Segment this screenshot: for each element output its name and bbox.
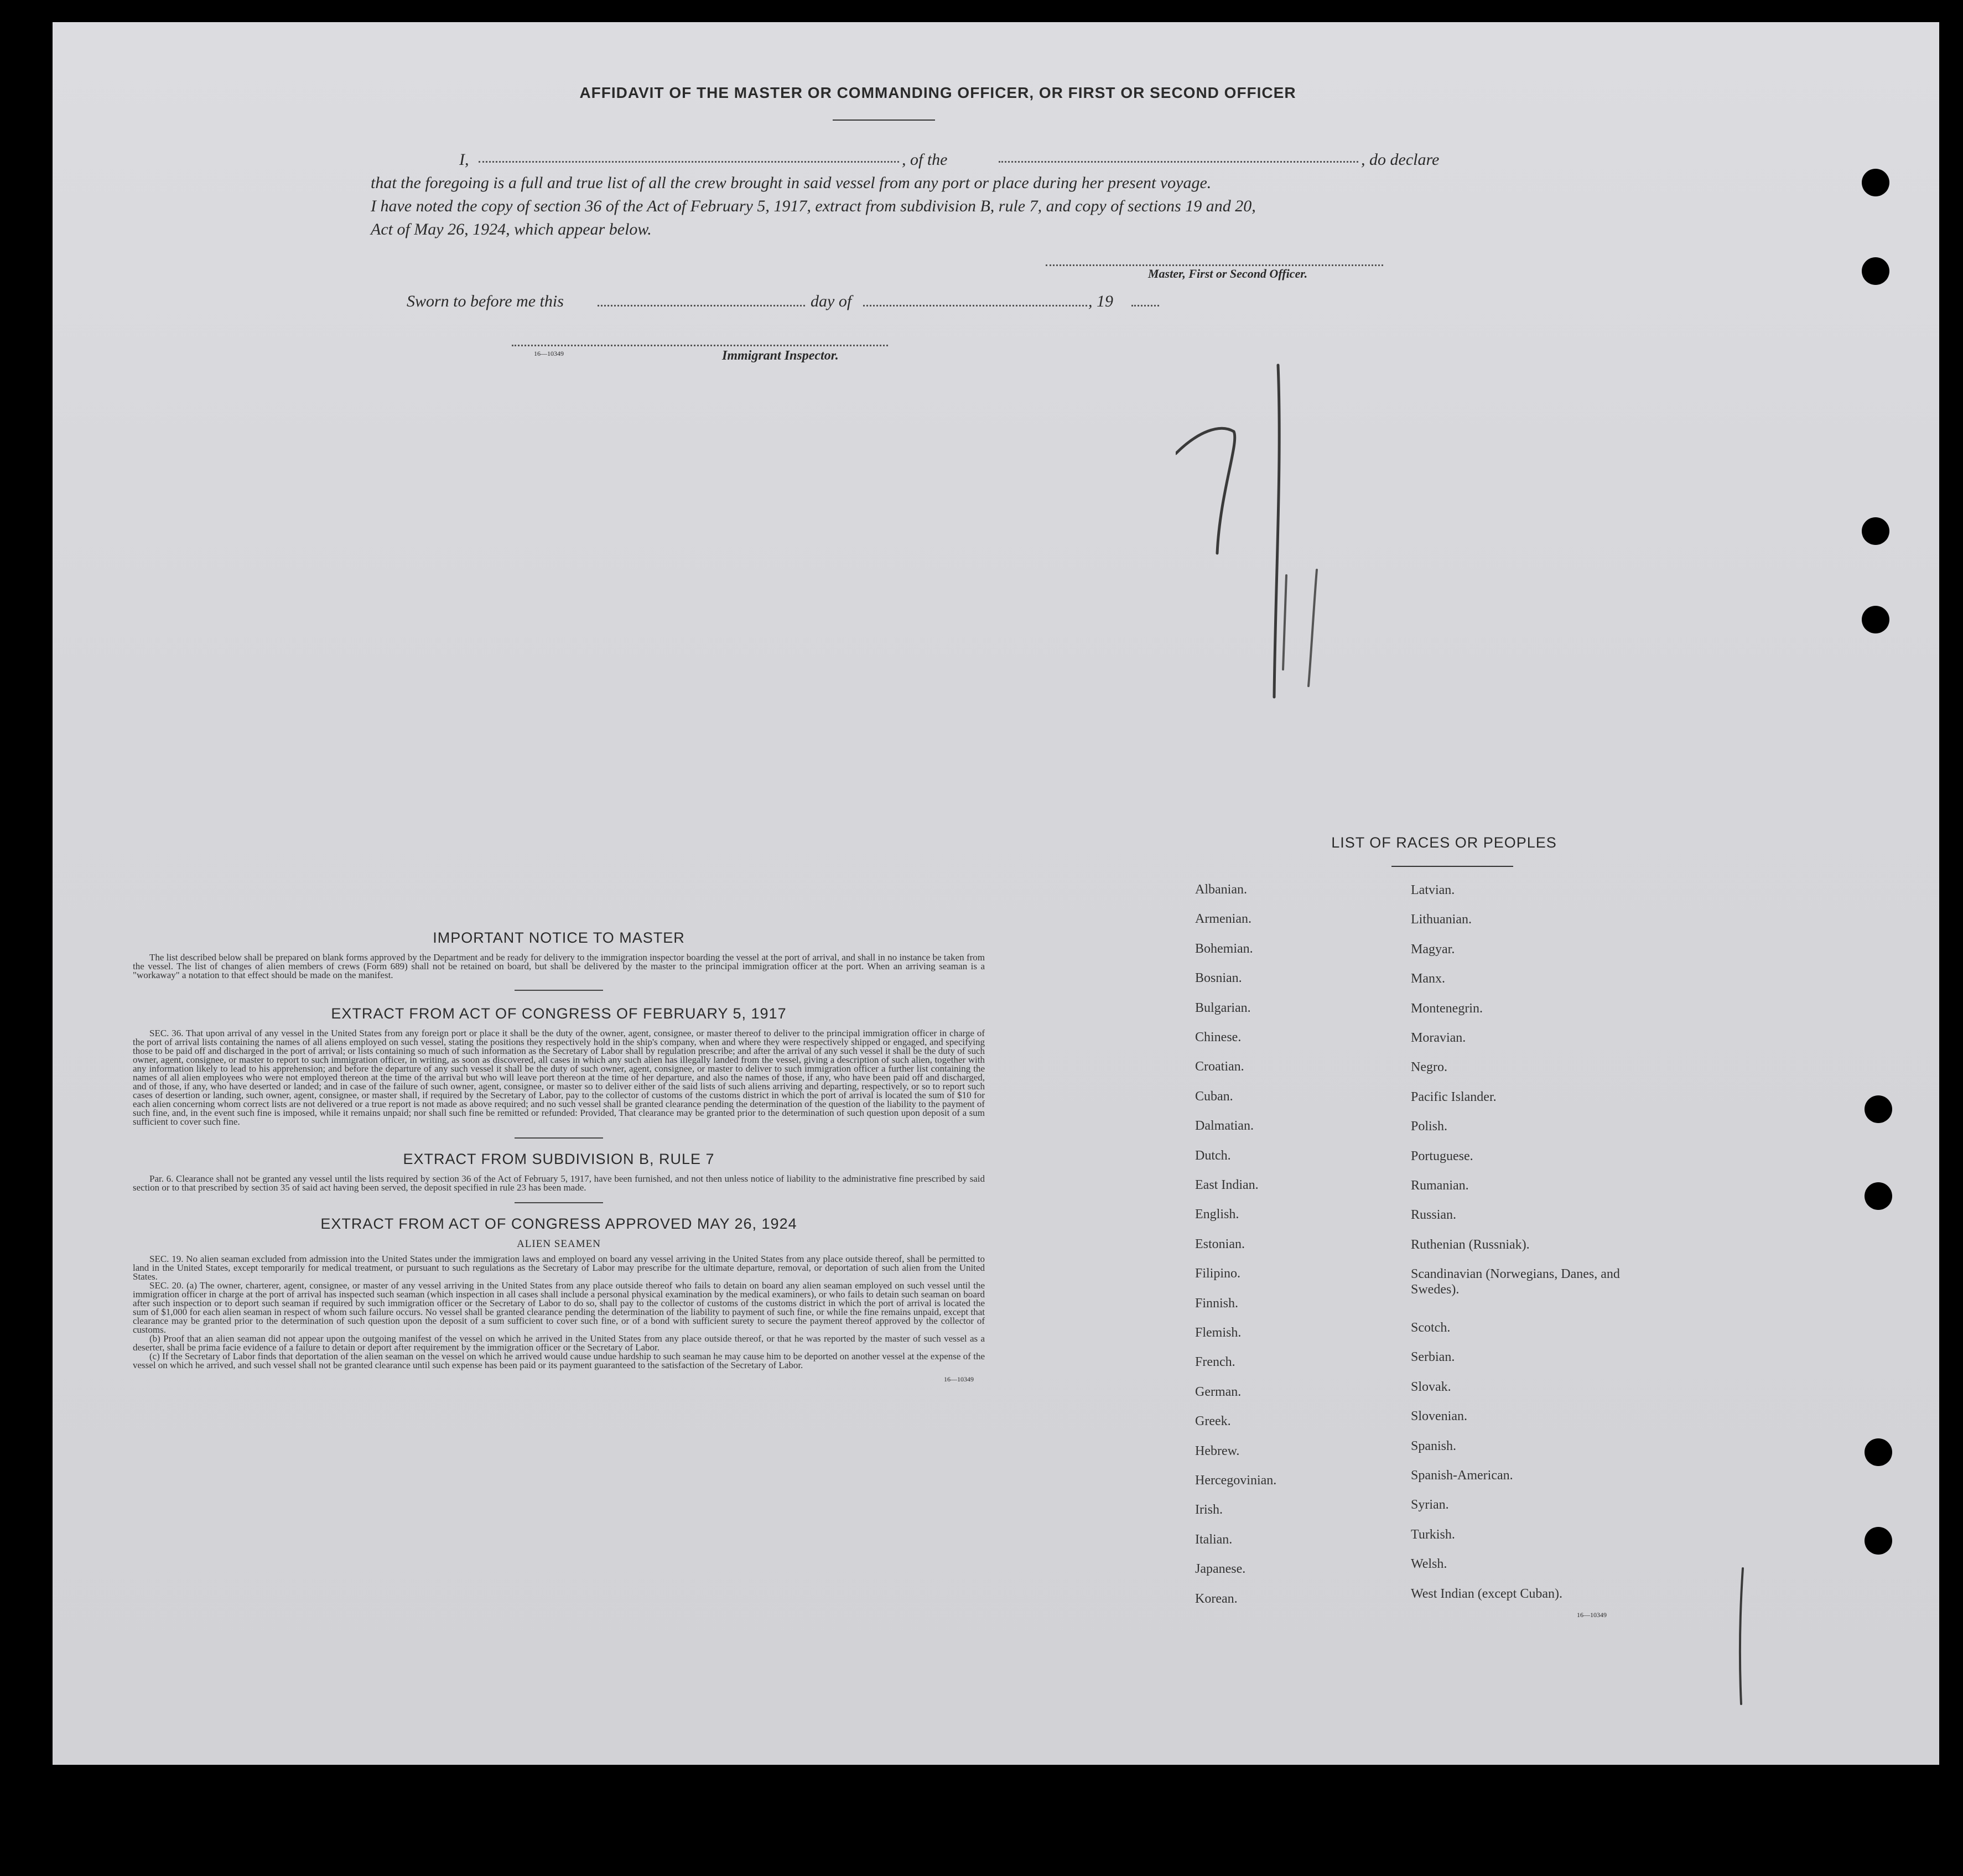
race-item: Bosnian. [1195,971,1242,986]
affidavit-i-label: I, [459,150,469,169]
race-item: Serbian. [1411,1350,1455,1365]
binding-hole [1862,257,1889,285]
master-signature-caption: Master, First or Second Officer. [1148,267,1308,280]
affidavit-line-3: I have noted the copy of section 36 of the Act of February 5, 1917, extract from subdivision B, rule 7, and copy of sections 19 and 20, [371,197,1256,215]
races-title: LIST OF RACES OR PEOPLES [1331,834,1557,851]
race-item: Albanian. [1195,882,1247,897]
vessel-blank[interactable] [999,160,1358,163]
race-item: German. [1195,1384,1242,1399]
sec20c-body: (c) If the Secretary of Labor finds that deportation of the alien seaman on the vessel on which he arrived would cause undue hardship to such seaman he may cause him to be deported on another vessel at the expense of the vessel on which he arrived, and such vessel shall not be granted clearance until such expense has been paid or its payment guaranteed to the satisfaction of the Secretary of Labor. [133,1351,985,1370]
race-item: East Indian. [1195,1178,1259,1192]
master-signature-line[interactable] [1046,264,1383,266]
year-label: , 19 [1088,292,1113,310]
handwritten-mark [1176,354,1342,763]
extract-1924-title: EXTRACT FROM ACT OF CONGRESS APPROVED MAY 26, 1924 [320,1215,797,1232]
year-blank[interactable] [1131,304,1159,306]
race-item: Turkish. [1411,1527,1455,1542]
affidavit-line-1 [371,148,1477,172]
race-item: Spanish. [1411,1438,1457,1453]
race-item: Slovenian. [1411,1409,1467,1424]
race-item: Italian. [1195,1532,1233,1547]
race-item: Bohemian. [1195,941,1253,956]
binding-hole [1865,1095,1892,1123]
race-item: Negro. [1411,1060,1447,1075]
race-item: Dutch. [1195,1148,1231,1163]
extract-form-number: 16—10349 [944,1375,974,1383]
races-divider [1391,866,1513,867]
race-item: Hebrew. [1195,1443,1240,1458]
document-sheet [53,22,1939,1765]
inspector-caption: Immigrant Inspector. [722,349,839,363]
notice-title: IMPORTANT NOTICE TO MASTER [433,929,685,946]
sec19-body: SEC. 19. No alien seaman excluded from admission into the United States under the immigration laws and employed on board any vessel arriving in the United States from any place outside thereof, shall be permitted to land in the United States, except temporarily for medical treatment, or pursuant to such regulations as the Secretary of Labor may prescribe for the ultimate departure, removal, or deportation of such alien from the United States. [133,1254,985,1282]
binding-hole [1862,606,1889,633]
binding-hole [1865,1182,1892,1210]
extract-1917-divider [515,1137,603,1139]
affidavit-declare-label: , do declare [1361,150,1440,169]
rule7-divider [515,1202,603,1203]
race-item: Irish. [1195,1503,1223,1518]
sworn-label: Sworn to before me this [407,292,564,310]
notice-divider [515,990,603,991]
race-item: Filipino. [1195,1266,1241,1281]
race-item: Hercegovinian. [1195,1473,1277,1488]
sworn-day-blank[interactable] [598,304,805,306]
race-item: Slovak. [1411,1379,1451,1394]
binding-hole [1865,1438,1892,1466]
race-item: Dalmatian. [1195,1119,1254,1134]
affidavit-body [371,148,1477,241]
affidavit-of-label: , of the [902,150,948,169]
race-item: Greek. [1195,1414,1231,1429]
title-divider [833,119,935,121]
race-item: French. [1195,1355,1235,1370]
race-item: West Indian (except Cuban). [1411,1586,1562,1601]
race-item: Finnish. [1195,1296,1239,1311]
race-item: Estonian. [1195,1236,1245,1251]
sec20a-body: SEC. 20. (a) The owner, charterer, agent, consignee, or master of any vessel arriving in the United States from any place outside thereof who fails to detain on board any alien seaman employed on such vessel until the immigration officer in charge at the port of arrival has inspected such seaman (which inspection in all cases shall include a personal physical examination by the medical examiners), or who fails to detain such seaman on board after such inspection or to deport such seaman if required by such immigration officer or the Secretary of Labor to do so, shall pay to the collector of customs of the customs district in which the port of arrival is located the sum of $1,000 for each alien seaman in respect of whom such failure occurs. No vessel shall be granted clearance pending the determination of the liability to payment of such fine, or while the fine remains unpaid, except that clearance may be granted prior to the determination of such question upon the deposit of a sum sufficient to cover such fine, or of a bond with sufficient surety to secure the payment thereof approved by the collector of customs. [133,1280,985,1335]
race-item: Croatian. [1195,1059,1244,1074]
left-column [133,929,985,1384]
binding-hole [1865,1527,1892,1555]
races-form-number: 16—10349 [1577,1611,1607,1619]
inspector-signature-line[interactable] [512,344,888,346]
sworn-month-blank[interactable] [863,304,1087,306]
race-item: Pacific Islander. [1411,1089,1497,1104]
race-item: Lithuanian. [1411,912,1472,927]
extract-1917-title: EXTRACT FROM ACT OF CONGRESS OF FEBRUARY 5, 1917 [331,1005,787,1022]
race-item: Rumanian. [1411,1178,1469,1193]
race-item: Japanese. [1195,1562,1246,1577]
rule7-body: Par. 6. Clearance shall not be granted any vessel until the lists required by section 36 of the Act of February 5, 1917, have been furnished, and not then unless notice of liability to the administrative fine prescribed by said section or to that prescribed by section 35 of said act having been served, the deposit specified in rule 23 has been made. [133,1173,985,1193]
race-item: Russian. [1411,1208,1457,1223]
sec20b-body: (b) Proof that an alien seaman did not appear upon the outgoing manifest of the vessel on which he arrived in the United States from any place outside thereof, or that he was reported by the master of such vessel as a deserter, shall be prima facie evidence of a failure to detain or deport after requirement by the immigration officer or the Secretary of Labor. [133,1333,985,1353]
race-item: Scandinavian (Norwegians, Danes, and Swedes). [1411,1267,1620,1297]
race-item: Magyar. [1411,942,1455,957]
sworn-line [407,292,1292,314]
affidavit-form-number: 16—10349 [534,350,564,357]
race-item: Bulgarian. [1195,1000,1251,1015]
race-item: Manx. [1411,971,1445,986]
binding-hole [1862,169,1889,196]
binding-hole [1862,517,1889,545]
extract-1917-body: SEC. 36. That upon arrival of any vessel in the United States from any foreign port or place it shall be the duty of the owner, agent, consignee, or master thereof to deliver to the principal immigration officer in charge of the port of arrival lists containing the names of all aliens employed on such vessel, stating the positions they respectively hold in the ship's company, when and where they were respectively shipped or engaged, and specifying those to be paid off and discharged in the port of arrival; or lists containing so much of such information as the Secretary of Labor shall by regulation prescribe; and after the arrival of any such vessel it shall be the duty of such owner, agent, consignee, or master to report to such immigration officer, in writing, as soon as discovered, all cases in which any such alien has illegally landed from the vessel, giving a description of such alien, together with any information likely to lead to his apprehension; and before the departure of any such vessel it shall be the duty of such owner, agent, consignee, or master to deliver to such immigration officer a further list containing the names of all alien employees who were not employed thereon at the time of the arrival but who will leave port thereon at the time of her departure, and also the names of those, if any, who have been paid off and discharged, and of those, if any, who have deserted or landed; and in case of the failure of such owner, agent, consignee, or master so to deliver either of the said lists of such aliens arriving and departing, respectively, or so to report such cases of desertion or landing, such owner, agent, consignee, or master shall, if required by the Secretary of Labor, pay to the collector of customs of the customs district in which the port of arrival is located the sum of $10 for each alien concerning whom correct lists are not delivered or a true report is not made as above required; and no such vessel shall be granted clearance pending the determination of the question of the liability to the payment of such fine, and, in the event such fine is imposed, while it remains unpaid; nor shall such fine be remitted or refunded: Provided, That clearance may be granted prior to the determination of such question upon deposit of a sum sufficient to cover such fine. [133,1028,985,1127]
race-item: Chinese. [1195,1030,1242,1044]
rule7-title: EXTRACT FROM SUBDIVISION B, RULE 7 [403,1151,715,1167]
affidavit-line-2: that the foregoing is a full and true list of all the crew brought in said vessel from any port or place during her present voyage. [371,174,1212,192]
race-item: Flemish. [1195,1326,1242,1340]
affidavit-title: AFFIDAVIT OF THE MASTER OR COMMANDING OFFICER, OR FIRST OR SECOND OFFICER [579,84,1296,101]
notice-body: The list described below shall be prepared on blank forms approved by the Department and be ready for delivery to the immigration inspector boarding the vessel at the port of arrival, and shall in no instance be taken from the vessel. The list of changes of alien members of crews (Form 689) shall not be retained on board, but shall be delivered by the master to the principal immigration officer at the port. When an arriving seaman is a "workaway" a notation to that effect should be made on the manifest. [133,952,985,980]
race-item: Cuban. [1195,1089,1233,1104]
race-item: Armenian. [1195,912,1251,927]
day-of-label: day of [811,292,852,310]
race-item: Portuguese. [1411,1149,1473,1163]
race-item: Polish. [1411,1119,1448,1134]
race-item: Ruthenian (Russniak). [1411,1237,1530,1252]
race-item: Spanish-American. [1411,1468,1513,1483]
race-item: Korean. [1195,1591,1238,1606]
race-item: Latvian. [1411,883,1455,897]
race-item: English. [1195,1207,1239,1222]
name-blank[interactable] [479,160,899,163]
extract-1924-subtitle: ALIEN SEAMEN [517,1238,601,1250]
race-item: Welsh. [1411,1557,1447,1572]
race-item: Montenegrin. [1411,1001,1483,1016]
race-item: Moravian. [1411,1031,1466,1045]
affidavit-line-4: Act of May 26, 1924, which appear below. [371,220,652,238]
race-item: Scotch. [1411,1321,1451,1335]
race-item: Syrian. [1411,1498,1449,1513]
handwritten-stroke [1734,1566,1751,1709]
